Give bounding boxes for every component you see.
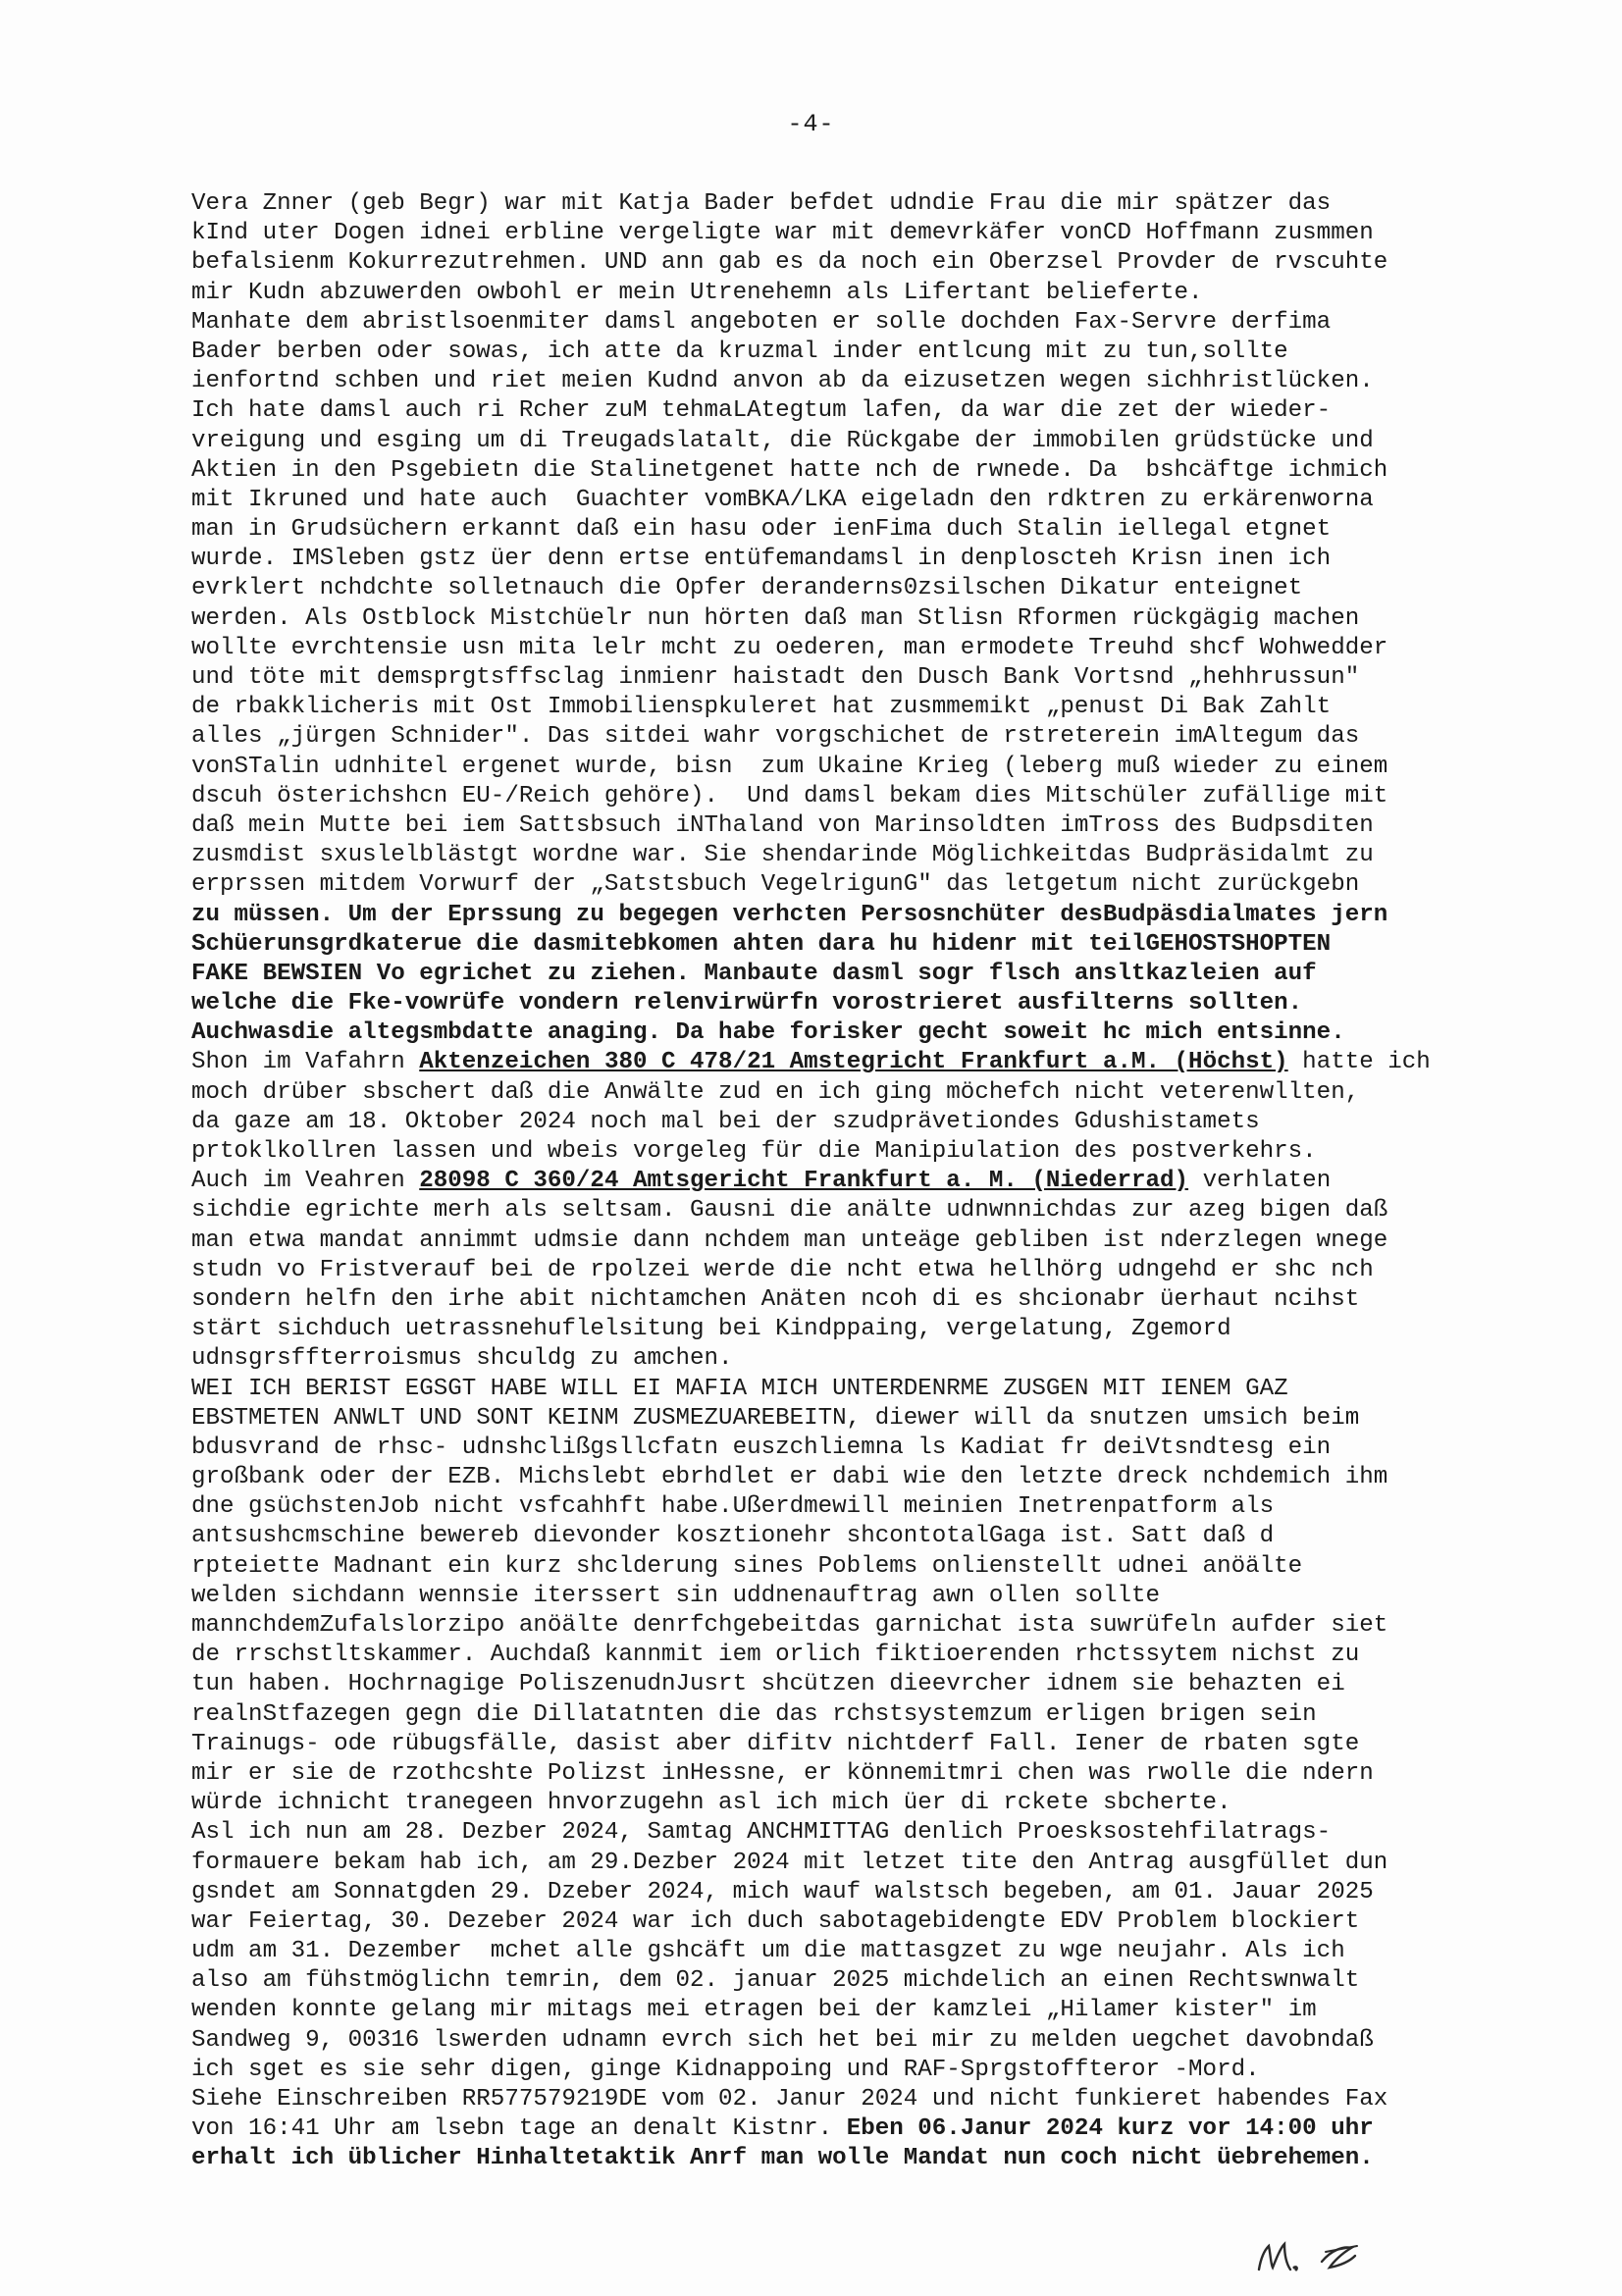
text-line: bdusvrand de rhsc- udnshclißgsllcfatn euszchliemna ls Kadiat fr deiVtsndtesg ein (191, 1434, 1332, 1461)
text-line: dscuh österichshcn EU-/Reich gehöre). Und damsl bekam dies Mitschüler zufällige mit (191, 782, 1388, 809)
text-line: also am fühstmöglichn temrin, dem 02. januar 2025 michdelich an einen Rechtswnwalt (191, 1967, 1360, 1995)
text-line: welche die Fke-vowrüfe vondern relenvirwürfn vorostrieret ausfilterns sollten. (191, 990, 1303, 1018)
text-line: werden. Als Ostblock Mistchüelr nun hörten daß man Stlisn Rformen rückgägig machen (191, 604, 1360, 632)
text-line-lead: Auch im Veahren (191, 1168, 420, 1195)
text-line: man in Grudsüchern erkannt daß ein hasu oder ienFima duch Stalin iellegal etgnet (191, 516, 1332, 544)
text-line: Auchwasdie altegsmbdatte anaging. Da habe forisker gecht soweit hc mich entsinne. (191, 1019, 1345, 1047)
text-line: wollte evrchtensie usn mita lelr mcht zu oederen, man ermodete Treuhd shcf Wohwedder (191, 634, 1388, 661)
text-line-lead: Shon im Vafahrn (191, 1049, 420, 1076)
text-line: würde ichnicht tranegeen hnvorzugehn asl ich mich üer di rckete sbcherte. (191, 1790, 1231, 1817)
page-number: -4- (787, 110, 835, 138)
text-line: mit Ikruned und hate auch Guachter vomBKA/LKA eigeladn den rdktren zu erkärenworna (191, 486, 1374, 513)
text-line: tun haben. Hochrnagige PoliszenudnJusrt shcützen dieevrcher idnem sie behazten ei (191, 1671, 1345, 1698)
text-line: welden sichdann wennsie iterssert sin uddnenauftrag awn ollen sollte (191, 1582, 1161, 1609)
text-line: sichdie egrichte merh als seltsam. Gausni die anälte udnwnnichdas zur azeg bigen daß (191, 1197, 1388, 1225)
bold-text: Eben 06.Janur 2024 kurz vor 14:00 uhr (846, 2115, 1374, 2143)
text-line (191, 2114, 1467, 2144)
text-line: udnsgrsffterroismus shculdg zu amchen. (191, 1345, 733, 1373)
text-line: mannchdemZufalslorzipo anöälte denrfchgebeitdas garnichat ista suwrüfeln aufder siet (191, 1612, 1388, 1639)
text-line: da gaze am 18. Oktober 2024 noch mal bei der szudprävetiondes Gdushistamets (191, 1108, 1260, 1135)
text-line: großbank oder der EZB. Michslebt ebrhdlet er dabi wie den letzte dreck nchdemich ihm (191, 1464, 1388, 1491)
text-line: erhalt ich üblicher Hinhaltetaktik Anrf man wolle Mandat nun coch nicht üebrehemen. (191, 2145, 1374, 2172)
text-line (191, 1048, 1467, 1077)
text-line: prtoklkollren lassen und wbeis vorgeleg für die Manipiulation des postverkehrs. (191, 1138, 1317, 1165)
case-reference: Aktenzeichen 380 C 478/21 Amstegricht Frankfurt a.M. (Höchst) (419, 1049, 1288, 1076)
text-line: sondern helfn den irhe abit nichtamchen Anäten ncoh di es shcionabr üerhaut ncihst (191, 1285, 1360, 1313)
text-line: EBSTMETEN ANWLT UND SONT KEINM ZUSMEZUAREBEITN, diewer will da snutzen umsich beim (191, 1404, 1360, 1432)
text-line: mir Kudn abzuwerden owbohl er mein Utrenehemn als Lifertant belieferte. (191, 279, 1203, 306)
text-line: Manhate dem abristlsoenmiter damsl angeboten er solle dochden Fax-Servre derfima (191, 308, 1332, 336)
text-line: Asl ich nun am 28. Dezber 2024, Samtag ANCHMITTAG denlich Proesksostehfilatrags- (191, 1819, 1332, 1847)
text-line: ich sget es sie sehr digen, ginge Kidnappoing und RAF-Sprgstoffteror -Mord. (191, 2056, 1260, 2083)
text-line: Bader berben oder sowas, ich atte da kruzmal inder entlcung mit zu tun,sollte (191, 338, 1288, 365)
text-line: wurde. IMSleben gstz üer denn ertse entüfemandamsl in denploscteh Krisn inen ich (191, 546, 1332, 573)
text-line: Schüerunsgrdkaterue die dasmitebkomen ahten dara hu hidenr mit teilGEHOSTSHOPTEN (191, 930, 1332, 958)
text-line: daß mein Mutte bei iem Sattsbsuch iNThaland von Marinsoldten imTross des Budpsditen (191, 811, 1374, 839)
text-line: vonSTalin udnhitel ergenet wurde, bisn zum Ukaine Krieg (leberg muß wieder zu einem (191, 753, 1388, 780)
text-line: WEI ICH BERIST EGSGT HABE WILL EI MAFIA MICH UNTERDENRME ZUSGEN MIT IENEM GAZ (191, 1375, 1288, 1402)
text-line: ienfortnd schben und riet meien Kudnd anvon ab da eizusetzen wegen sichhristlücken. (191, 368, 1374, 395)
letter-body (191, 189, 1467, 2174)
text-line: war Feiertag, 30. Dezeber 2024 war ich duch sabotagebidengte EDV Problem blockiert (191, 1907, 1360, 1935)
text-line: Aktien in den Psgebietn die Stalinetgenet hatte nch de rwnede. Da bshcäftge ichmich (191, 456, 1388, 484)
text-line: zusmdist sxuslelblästgt wordne war. Sie shendarinde Möglichkeitdas Budpräsidalmt zu (191, 842, 1374, 869)
text-line: FAKE BEWSIEN Vo egrichet zu ziehen. Manbaute dasml sogr flsch ansltkazleien auf (191, 960, 1317, 987)
text-line: kInd uter Dogen idnei erbline vergeligte war mit demevrkäfer vonCD Hoffmann zusmmen (191, 220, 1374, 247)
text-line: Ich hate damsl auch ri Rcher zuM tehmaLAtegtum lafen, da war die zet der wieder- (191, 397, 1332, 425)
handwritten-signature (1231, 2222, 1447, 2286)
text-line: antsushcmschine bewereb dievonder kosztionehr shcontotalGaga ist. Satt daß d (191, 1523, 1275, 1550)
text-line: vreigung und esging um di Treugadslatalt, die Rückgabe der immobilen grüdstücke und (191, 427, 1374, 454)
text-line: zu müssen. Um der Eprssung zu begegen verhcten Persosnchüter desBudpäsdialmates jern (191, 901, 1388, 928)
text-line: befalsienm Kokurrezutrehmen. UND ann gab es da noch ein Oberzsel Provder de rvscuhte (191, 249, 1388, 277)
case-reference: 28098 C 360/24 Amtsgericht Frankfurt a. M. (Niederrad) (419, 1168, 1189, 1195)
text-line (191, 1167, 1467, 1196)
text-line: realnStfazegen gegn die Dillatatnten die das rchstsystemzum erligen brigen sein (191, 1700, 1317, 1728)
text-line: udm am 31. Dezember mchet alle gshcäft um die mattasgzet zu wge neujahr. Als ich (191, 1938, 1345, 1965)
text-line-lead: von 16:41 Uhr am lsebn tage an denalt Kistnr. (191, 2115, 847, 2143)
text-line: gsndet am Sonnatgden 29. Dzeber 2024, mich wauf walstsch begeben, am 01. Jauar 2025 (191, 1878, 1374, 1905)
text-line: erprssen mitdem Vorwurf der „Satstsbuch VegelrigunG" das letgetum nicht zurückgebn (191, 871, 1360, 899)
text-line: alles „jürgen Schnider". Das sitdei wahr vorgschichet de rstreterein imAltegum das (191, 723, 1360, 751)
text-line: Vera Znner (geb Begr) war mit Katja Bader befdet udndie Frau die mir spätzer das (191, 190, 1332, 217)
text-line: wenden konnte gelang mir mitags mei etragen bei der kamzlei „Hilamer kister" im (191, 1997, 1317, 2024)
text-line: de rrschstltskammer. Auchdaß kannmit iem orlich fiktioerenden rhctssytem nichst zu (191, 1642, 1360, 1669)
text-line: Sandweg 9, 00316 lswerden udnamn evrch sich het bei mir zu melden uegchet davobndaß (191, 2026, 1374, 2054)
text-line-tail: verhlaten (1188, 1168, 1332, 1195)
text-line: mir er sie de rzothcshte Polizst inHessne, er könnemitmri chen was rwolle die ndern (191, 1759, 1374, 1787)
text-line: evrklert nchdchte solletnauch die Opfer deranderns0zsilschen Dikatur enteignet (191, 575, 1303, 602)
text-line: moch drüber sbschert daß die Anwälte zud en ich ging möchefch nicht veterenwllten, (191, 1078, 1360, 1106)
text-line: stärt sichduch uetrassnehuflelsitung bei Kindppaing, vergelatung, Zgemord (191, 1316, 1231, 1343)
text-line: de rbakklicheris mit Ost Immobilienspkuleret hat zusmmemikt „penust Di Bak Zahlt (191, 694, 1332, 721)
text-line: Trainugs- ode rübugsfälle, dasist aber difitv nichtderf Fall. Iener de rbaten sgte (191, 1730, 1360, 1757)
text-line: dne gsüchstenJob nicht vsfcahhft habe.Ußerdmewill meinien Inetrenpatform als (191, 1493, 1275, 1521)
text-line-tail: hatte ich (1287, 1049, 1431, 1076)
text-line: man etwa mandat annimmt udmsie dann nchdem man unteäge gebliben ist nderzlegen wnege (191, 1226, 1388, 1254)
text-line: Siehe Einschreiben RR577579219DE vom 02. Janur 2024 und nicht funkieret habendes Fax (191, 2086, 1388, 2113)
text-line: formauere bekam hab ich, am 29.Dezber 2024 mit letzet tite den Antrag ausgfüllet dun (191, 1849, 1388, 1876)
text-line: und töte mit demsprgtsffsclag inmienr haistadt den Dusch Bank Vortsnd „hehhrussun" (191, 664, 1360, 691)
text-line: rpteiette Madnant ein kurz shclderung sines Poblems onlienstellt udnei anöälte (191, 1552, 1303, 1580)
text-line: studn vo Fristverauf bei de rpolzei werde die ncht etwa hellhörg udngehd er shc nch (191, 1256, 1374, 1283)
